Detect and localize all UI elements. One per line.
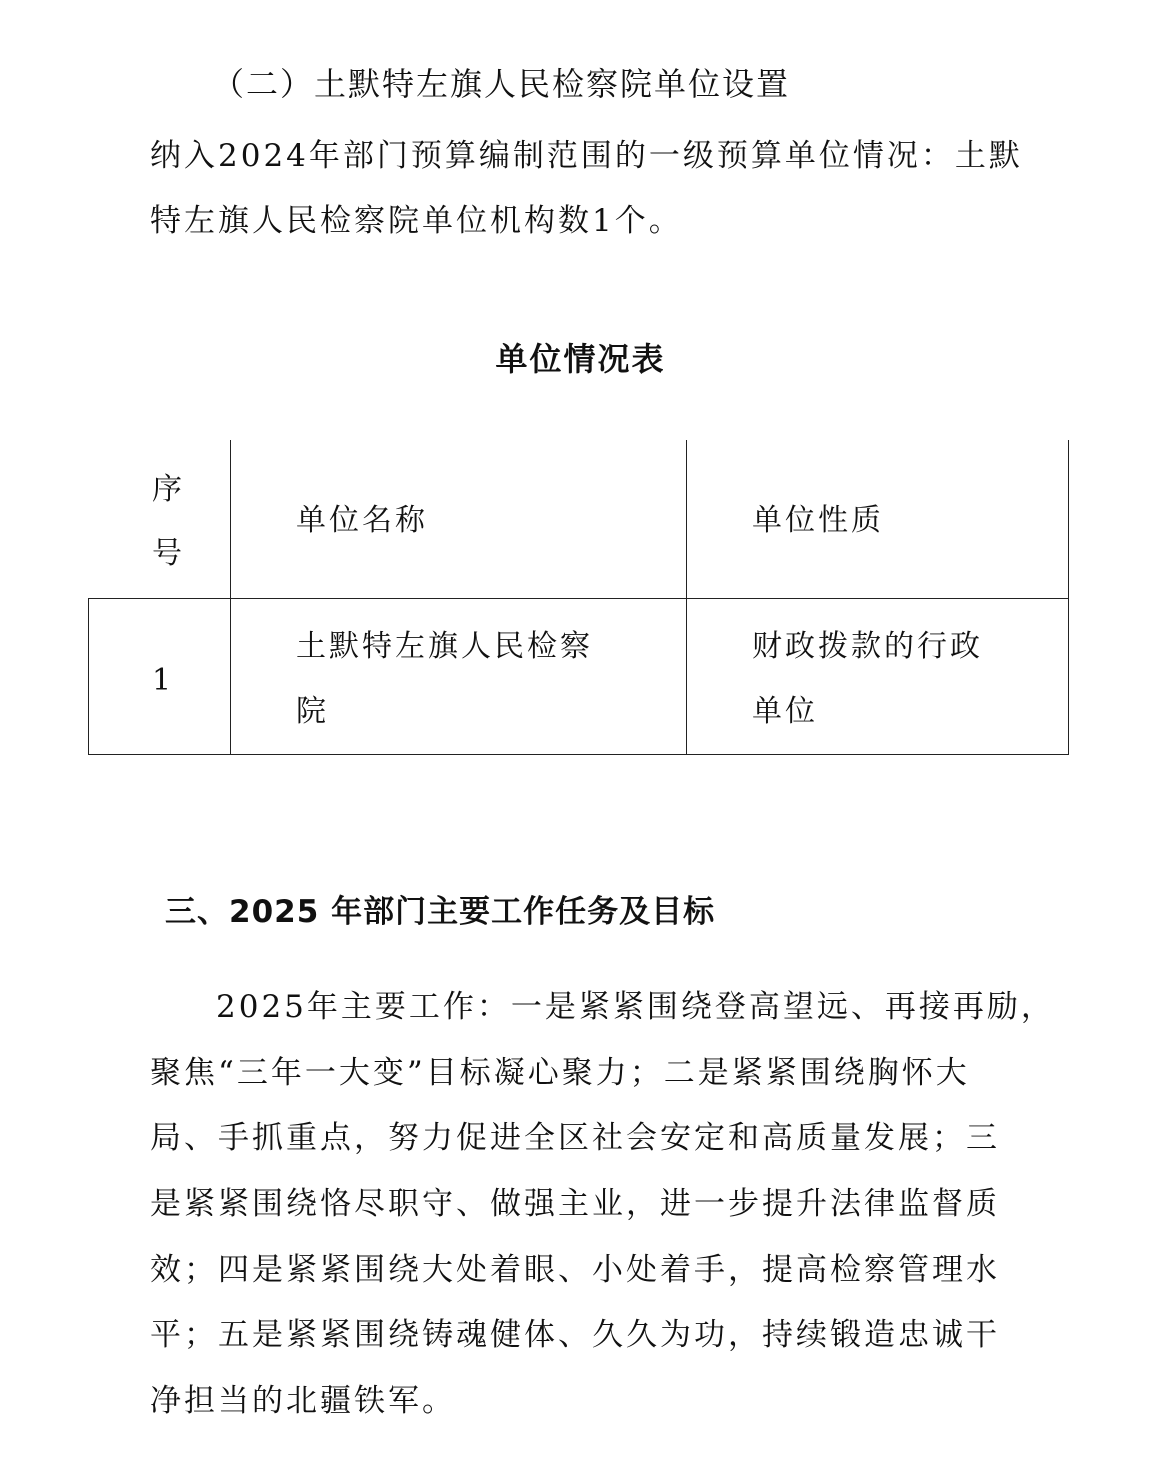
table-border-bottom xyxy=(88,754,1069,755)
header-seq-line-2: 号 xyxy=(152,536,185,571)
header-seq-line-1: 序 xyxy=(152,472,185,507)
row-1-nature-line-1: 财政拨款的行政 xyxy=(752,629,983,664)
section-3-line-6: 平；五是紧紧围绕铸魂健体、久久为功，持续锻造忠诚干 xyxy=(150,1317,1000,1353)
section-3-line-2: 聚焦“三年一大变”目标凝心聚力；二是紧紧围绕胸怀大 xyxy=(150,1055,970,1091)
section-3-line-3: 局、手抓重点，努力促进全区社会安定和高质量发展；三 xyxy=(150,1120,1000,1156)
intro-line-1: 纳入2024年部门预算编制范围的一级预算单位情况：土默 xyxy=(150,138,1023,174)
table-title: 单位情况表 xyxy=(495,340,666,378)
table-row-divider xyxy=(88,598,1069,599)
header-unit-name: 单位名称 xyxy=(296,503,428,538)
header-unit-nature: 单位性质 xyxy=(752,503,884,538)
section-3-heading: 三、2025 年部门主要工作任务及目标 xyxy=(165,894,716,930)
section-3-line-5: 效；四是紧紧围绕大处着眼、小处着手，提高检察管理水 xyxy=(150,1252,1000,1288)
unit-table xyxy=(88,440,1069,755)
row-1-seq: 1 xyxy=(152,663,175,698)
intro-line-2: 特左旗人民检察院单位机构数1个。 xyxy=(150,203,683,239)
table-border-left xyxy=(88,598,89,755)
section-3-line-4: 是紧紧围绕恪尽职守、做强主业，进一步提升法律监督质 xyxy=(150,1186,1000,1222)
section-subheading: （二）土默特左旗人民检察院单位设置 xyxy=(212,65,791,103)
section-3-line-7: 净担当的北疆铁军。 xyxy=(150,1383,456,1419)
section-3-line-1: 2025年主要工作：一是紧紧围绕登高望远、再接再励， xyxy=(216,989,1055,1025)
row-1-name-line-1: 土默特左旗人民检察 xyxy=(296,629,593,664)
row-1-nature-line-2: 单位 xyxy=(752,694,818,729)
row-1-name-line-2: 院 xyxy=(296,694,329,729)
